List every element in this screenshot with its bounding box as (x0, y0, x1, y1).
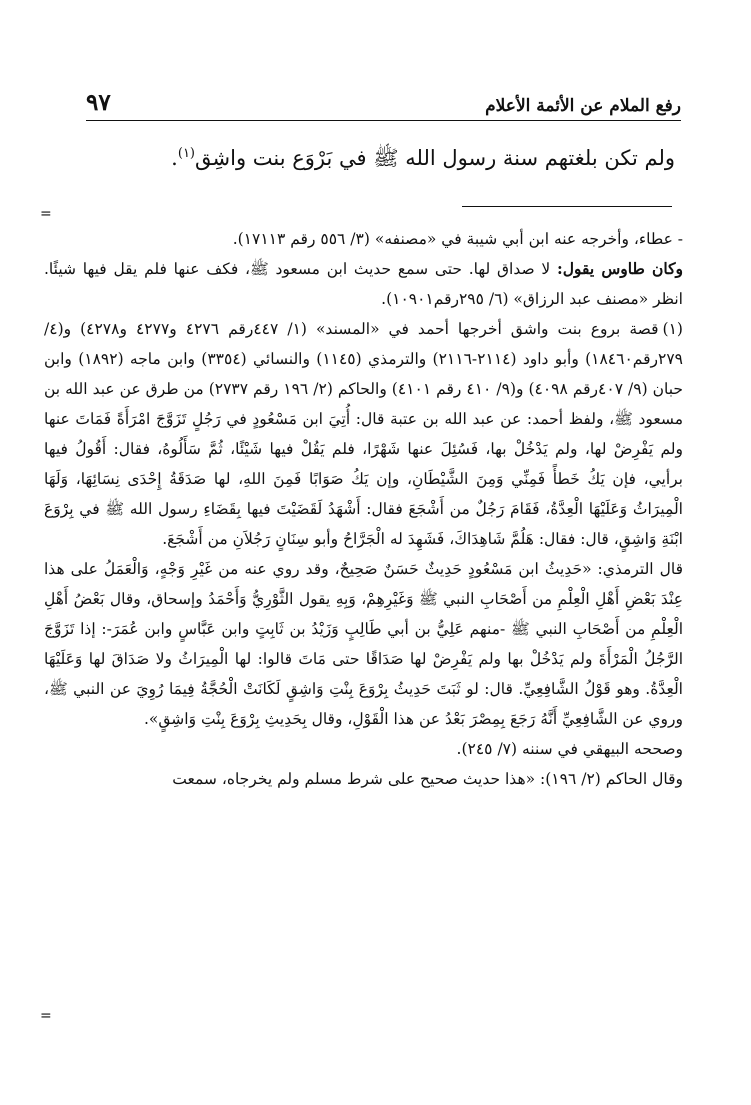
continuation-mark-top: = (40, 206, 52, 222)
footnotes-section (44, 224, 683, 794)
page-number: ٩٧ (86, 89, 111, 116)
book-title: رفع الملام عن الأئمة الأعلام (485, 96, 681, 116)
tawus-label: وكان طاوس يقول: (556, 259, 683, 278)
footnote-1-paragraph-1 (44, 314, 683, 554)
main-text (90, 132, 675, 180)
main-text-period: . (171, 146, 178, 170)
footnote-separator (462, 206, 672, 207)
footnote-reference: (١) (177, 146, 195, 161)
footnote-tawus-paragraph (44, 254, 683, 314)
tawus-text: لا صداق لها. حتى سمع حديث ابن مسعود ﷺ، فكف عنها فلم يقل فيها شيئًا. انظر «مصنف عبد الرزاق» (٦/ ٢٩٥رقم١٠٩٠١). (44, 260, 683, 308)
footnote-1-paragraph-4: وقال الحاكم (٢/ ١٩٦): «هذا حديث صحيح على شرط مسلم ولم يخرجاه، سمعت (172, 770, 683, 788)
footnote-1-paragraph-2: قال الترمذي: «حَدِيثُ ابن مَسْعُودٍ حَدِيثٌ حَسَنٌ صَحِيحٌ، وقد روي عنه من غَيْرِ وَجْهٍ، وَالْعَمَلُ على هذا عِنْدَ بَعْضِ أَهْلِ الْعِلْمِ من أَصْحَابِ النبي ﷺ وَغَيْرِهِمْ، وَبِهِ يقول الثَّوْرِيُّ وَأَحْمَدُ وإسحاق، وقال بَعْضُ أَهْلِ الْعِلْمِ من أَصْحَابِ النبي ﷺ -منهم عَلِيُّ بن أبي طَالِبٍ وَزَيْدُ بن ثَابِتٍ وابن عَبَّاسٍ وابن عُمَرَ-: إذا تَزَوَّجَ الرَّجُلُ الْمَرْأَةَ ولم يَدْخُلْ بها ولم يَفْرِضْ لها صَدَاقًا حتى مَاتَ قالوا: لها الْمِيرَاثُ ولا صَدَاقَ لها وَعَلَيْهَا الْعِدَّةُ. وهو قَوْلُ الشَّافِعِيِّ. قال: لو ثَبَتَ حَدِيثُ بِرْوَعَ بِنْتِ وَاشِقٍ لَكَانَتْ الْحُجَّةُ فِيمَا رُوِيَ عن النبي ﷺ، وروي عن الشَّافِعِيِّ أَنَّهُ رَجَعَ بِمِصْرَ بَعْدُ عن هذا الْقَوْلِ، وقال بِحَدِيثِ بِرْوَعَ بِنْتِ وَاشِقٍ». (44, 560, 683, 728)
footnote-1-paragraph-3: وصححه البيهقي في سننه (٧/ ٢٤٥). (456, 740, 683, 758)
running-header (86, 86, 681, 121)
footnote-1-text: قصة بروع بنت واشق أخرجها أحمد في «المسند» (١/ ٤٤٧رقم ٤٢٧٦ و٤٢٧٧ و٤٢٧٨) و(٤/ ٢٧٩رقم١٨٤٦٠) وأبو داود (٢١١٤-٢١١٦) والترمذي (١١٤٥) والنسائي (٣٣٥٤) وابن ماجه (١٨٩٢) وابن حبان (٩/ ٤٠٧رقم ٤٠٩٨) و(٩/ ٤١٠ رقم ٤١٠١) والحاكم (٢/ ١٩٦ رقم ٢٧٣٧) من طرق عن عبد الله بن مسعود ﷺ، ولفظ أحمد: عن عبد الله بن عتبة قال: أُتِيَ ابن مَسْعُودٍ في رَجُلٍ تَزَوَّجَ امْرَأَةً فَمَاتَ عنها ولم يَفْرِضْ لها، ولم يَدْخُلْ بها، فَسُئِلَ عنها شَهْرًا، فلم يَقُلْ فيها شَيْئًا، ثُمَّ سَأَلُوهُ، فقال: أَقُولُ فيها برأيي، فإن يَكُ خَطأً فَمِنِّي وَمِنَ الشَّيْطَانِ، وإن يَكُ صَوَابًا فَمِنَ اللهِ، لها صَدَقَةُ إِحْدَى نِسَائِهَا، وَلَهَا الْمِيرَاثُ وَعَلَيْهَا الْعِدَّةُ، فَقَامَ رَجُلٌ من أَشْجَعَ فقال: أَشْهَدُ لَقَضَيْتَ فيها بِقَضَاءِ رسول الله ﷺ في بِرْوَعَ ابْنَةِ وَاشِقٍ، قال: فقال: هَلُمَّ شَاهِدَاكَ، فَشَهِدَ له الْجَرَّاحُ وأبو سِنَانٍ رَجُلاَنِ من أَشْجَعَ. (44, 320, 684, 548)
footnote-continuation-line: - عطاء، وأخرجه عنه ابن أبي شيبة في «مصنفه» (٣/ ٥٥٦ رقم ١٧١١٣). (232, 230, 683, 248)
continuation-mark-bottom: = (40, 1008, 52, 1024)
main-text-line: ولم تكن بلغتهم سنة رسول الله ﷺ في بَرْوَع بنت واشِق (195, 146, 675, 170)
footnote-1-number: (١) (662, 320, 683, 338)
